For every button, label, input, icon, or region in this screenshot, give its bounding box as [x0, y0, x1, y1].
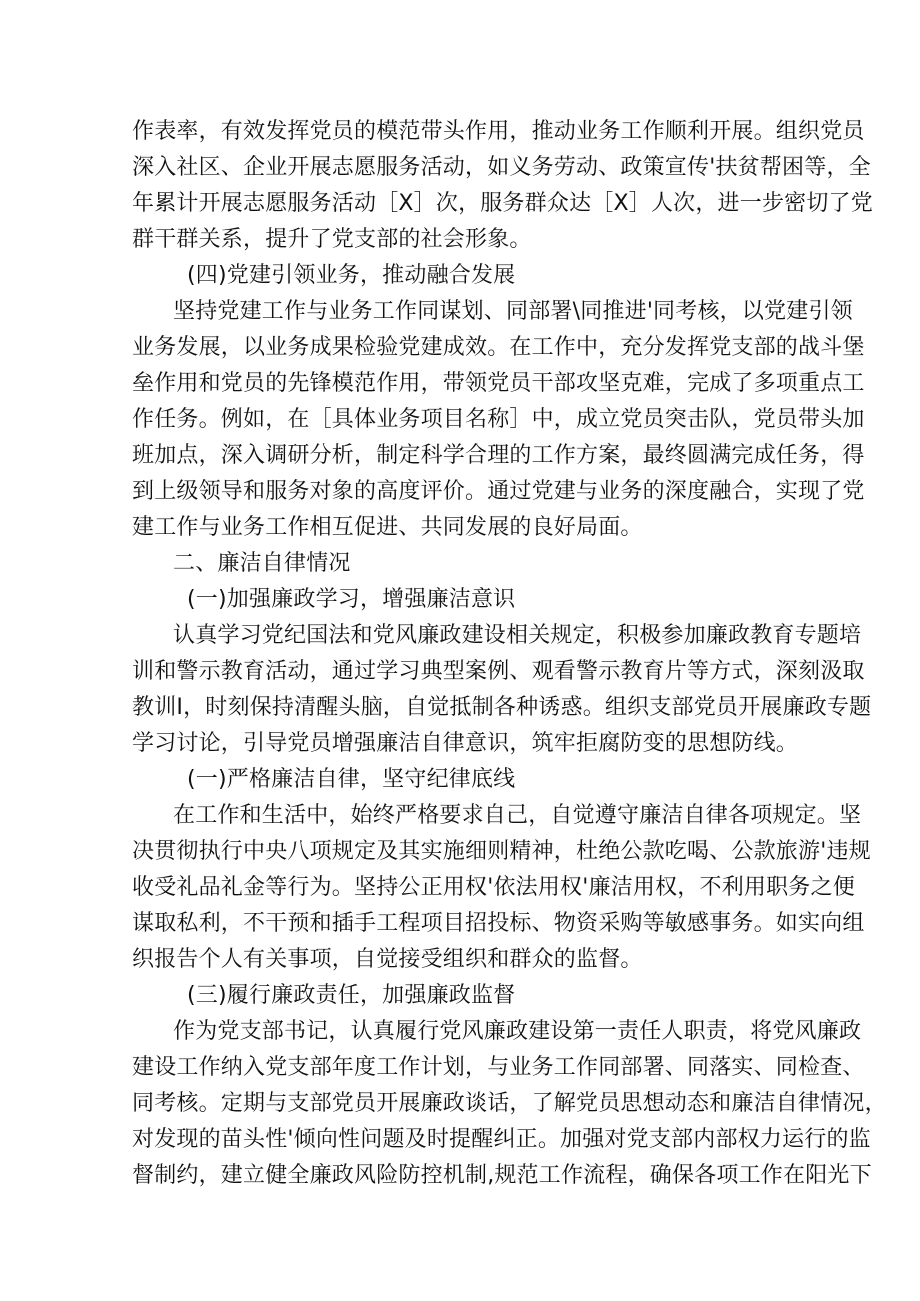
body-text-line: 深入社区、企业开展志愿服务活动，如义务劳动、政策宣传'扶贫帮困等，全 [132, 155, 871, 180]
body-text-line: 在工作和生活中，始终严格要求自己，自觉遵守廉洁自律各项规定。坚 [173, 803, 862, 828]
body-text-line: 业务发展，以业务成果检验党建成效。在工作中，充分发挥党支部的战斗堡 [132, 335, 865, 360]
body-text-line: 建工作与业务工作相互促进、共同发展的良好局面。 [132, 515, 643, 540]
body-text-line: 作为党支部书记，认真履行党风廉政建设第一责任人职责，将党风廉政 [173, 1019, 862, 1044]
body-text-line: 学习讨论，引导党员增强廉洁自律意识，筑牢拒腐防变的思想防线。 [132, 731, 799, 756]
body-text-line: 作任务。例如，在［具体业务项目名称］中，成立党员突击队，党员带头加 [132, 407, 865, 432]
section-heading: (一)严格廉洁自律，坚守纪律底线 [187, 767, 516, 792]
section-heading: (三)履行廉政责任，加强廉政监督 [187, 983, 516, 1008]
section-heading: (四)党建引领业务，推动融合发展 [187, 263, 516, 288]
body-text-line: 班加点，深入调研分析，制定科学合理的工作方案，最终圆满完成任务，得 [132, 443, 865, 468]
body-text-line: 训和警示教育活动，通过学习典型案例、观看警示教育片等方式，深刻汲取 [132, 659, 865, 684]
body-text-line: 年累计开展志愿服务活动［X］次，服务群众达［X］人次，进一步密切了党 [132, 191, 873, 216]
body-text-line: 对发现的苗头性'倾向性问题及时提醒纠正。加强对党支部内部权力运行的监 [132, 1127, 871, 1152]
body-text-line: 建设工作纳入党支部年度工作计划，与业务工作同部署、同落实、同检查、 [132, 1055, 865, 1080]
body-text-line: 群干群关系，提升了党支部的社会形象。 [132, 227, 532, 252]
body-text-line: 织报告个人有关事项，自觉接受组织和群众的监督。 [132, 947, 643, 972]
body-text-line: 坚持党建工作与业务工作同谋划、同部署\同推进'同考核，以党建引领 [173, 299, 853, 324]
body-text-line: 认真学习党纪国法和党风廉政建设相关规定，积极参加廉政教育专题培 [173, 623, 862, 648]
section-heading: (一)加强廉政学习，增强廉洁意识 [187, 587, 516, 612]
body-text-line: 收受礼品礼金等行为。坚持公正用权'依法用权'廉洁用权，不利用职务之便 [132, 875, 855, 900]
chapter-heading: 二、廉洁自律情况 [173, 551, 351, 576]
body-text-line: 决贯彻执行中央八项规定及其实施细则精神，杜绝公款吃喝、公款旅游'违规 [132, 839, 871, 864]
body-text-line: 督制约，建立健全廉政风险防控机制,规范工作流程，确保各项工作在阳光下 [132, 1163, 872, 1188]
body-text-line: 垒作用和党员的先锋模范作用，带领党员干部攻坚克难，完成了多项重点工 [132, 371, 865, 396]
body-text-line: 作表率，有效发挥党员的模范带头作用，推动业务工作顺利开展。组织党员 [132, 119, 865, 144]
body-text-line: 同考核。定期与支部党员开展廉政谈话，了解党员思想动态和廉洁自律情况， [132, 1091, 887, 1116]
body-text-line: 谋取私利，不干预和插手工程项目招投标、物资采购等敏感事务。如实向组 [132, 911, 865, 936]
body-text-line: 教训I，时刻保持清醒头脑，自觉抵制各种诱惑。组织支部党员开展廉政专题 [132, 695, 872, 720]
body-text-line: 到上级领导和服务对象的高度评价。通过党建与业务的深度融合，实现了党 [132, 479, 865, 504]
